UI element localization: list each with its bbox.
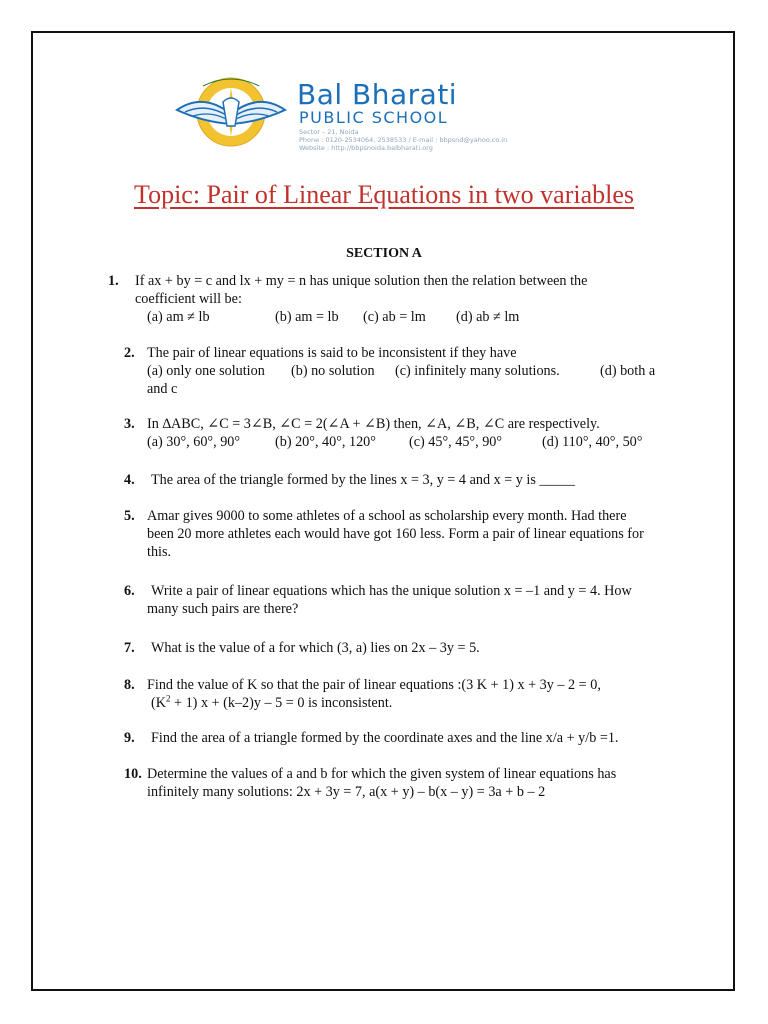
options-row xyxy=(147,362,655,380)
question-text-line: coefficient will be: xyxy=(135,291,242,307)
question-text-line: many such pairs are there? xyxy=(147,601,299,617)
question-text-line: If ax + by = c and lx + my = n has unique solution then the relation between the xyxy=(135,273,588,289)
option-d: (d) both a xyxy=(600,363,656,379)
question-text-line: Write a pair of linear equations which has the unique solution x = –1 and y = 4. How xyxy=(151,583,632,599)
school-name: Bal Bharati xyxy=(297,78,458,111)
question-text-line: In ∆ABC, ∠C = 3∠B, ∠C = 2(∠A + ∠B) then, ∠A, ∠B, ∠C are respectively. xyxy=(147,416,600,432)
section-heading: SECTION A xyxy=(346,246,422,261)
option-d: (d) 110°, 40°, 50° xyxy=(542,434,643,450)
question-number: 7. xyxy=(124,640,135,656)
question-text-line: The area of the triangle formed by the lines x = 3, y = 4 and x = y is _____ xyxy=(151,472,575,488)
text-fragment: + 1) x + (k–2)y – 5 = 0 is inconsistent. xyxy=(170,695,393,711)
question-number: 5. xyxy=(124,508,135,524)
question-number: 4. xyxy=(124,472,135,488)
superscript: 2 xyxy=(165,693,171,704)
option-a: (a) 30°, 60°, 90° xyxy=(147,434,241,450)
question-text-line-2 xyxy=(147,694,601,712)
option-c: (c) infinitely many solutions. xyxy=(395,363,560,379)
question-text-line: this. xyxy=(147,544,172,560)
option-c: (c) 45°, 45°, 90° xyxy=(409,434,503,450)
question-number: 3. xyxy=(124,416,135,432)
option-b: (b) no solution xyxy=(291,363,375,379)
question-text-line: infinitely many solutions: 2x + 3y = 7, a(x + y) – b(x – y) = 3a + b – 2 xyxy=(147,784,546,800)
page-title: Topic: Pair of Linear Equations in two variables xyxy=(134,180,634,209)
question-number: 2. xyxy=(124,345,135,361)
question-text-line: Find the area of a triangle formed by the coordinate axes and the line x/a + y/b =1. xyxy=(151,730,619,746)
option-b: (b) 20°, 40°, 120° xyxy=(275,434,376,450)
text-fragment: (K xyxy=(151,695,166,711)
school-phone-email: Phone : 0120-2534064, 2538533 / E-mail : bbpsnd@yahoo.co.in xyxy=(299,136,508,144)
question-text-line: What is the value of a for which (3, a) lies on 2x – 3y = 5. xyxy=(151,640,480,656)
options-row xyxy=(135,308,587,326)
question-number: 6. xyxy=(124,583,135,599)
option-continuation: and c xyxy=(147,381,178,397)
question-number: 8. xyxy=(124,677,135,693)
school-header xyxy=(173,72,621,156)
question-number: 1. xyxy=(108,273,119,289)
school-subtitle: PUBLIC SCHOOL xyxy=(299,108,449,127)
question-number: 10. xyxy=(124,766,142,782)
options-row xyxy=(147,433,642,451)
school-emblem-logo xyxy=(173,72,289,152)
option-a: (a) am ≠ lb xyxy=(147,309,210,325)
option-c: (c) ab = lm xyxy=(363,309,426,325)
question-number: 9. xyxy=(124,730,135,746)
school-website: Website : http://bbpsnoida.balbharati.org xyxy=(299,144,433,152)
school-address: Sector – 21, Noida xyxy=(299,128,359,136)
question-text-line: The pair of linear equations is said to be inconsistent if they have xyxy=(147,345,517,361)
option-a: (a) only one solution xyxy=(147,363,265,379)
option-d: (d) ab ≠ lm xyxy=(456,309,520,325)
option-b: (b) am = lb xyxy=(275,309,339,325)
question-text-line: Amar gives 9000 to some athletes of a school as scholarship every month. Had there xyxy=(147,508,627,524)
question-text-line: Find the value of K so that the pair of linear equations :(3 K + 1) x + 3y – 2 = 0, xyxy=(147,677,601,693)
question-text-line: been 20 more athletes each would have got 160 less. Form a pair of linear equations for xyxy=(147,526,644,542)
question-text-line: Determine the values of a and b for which the given system of linear equations has xyxy=(147,766,617,782)
